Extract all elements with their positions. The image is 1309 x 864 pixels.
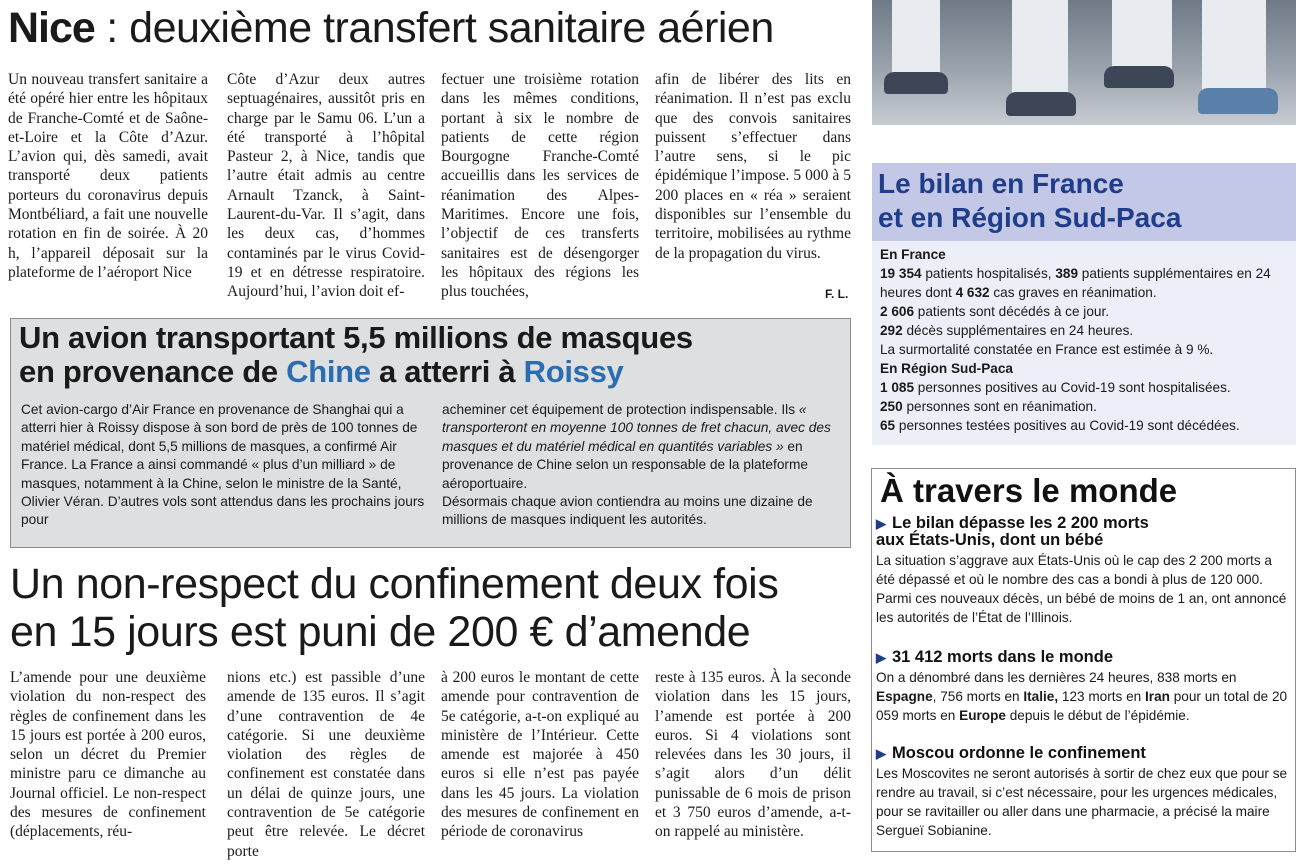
masques-column-1: Cet avion-cargo d’Air France en provenance de Shanghai qui a atterri hier à Roissy dispose à son bord de près de 100 tonnes de matériel médical, dont 5,5 millions de masques, a confirmé Air France. La France a ainsi commandé « plus d’un milliard » de masques, notamment à la Chine, selon le ministre de la Santé, Olivier Véran. D’autres vols sont attendus dans les prochains jours pour: [21, 402, 425, 528]
monde-box: [871, 468, 1296, 852]
amende-column-4: reste à 135 euros. À la seconde violation dans les 15 jours, l’amende est portée à 200 euros. Si 4 violations sont relevées dans les 30 jours, il s’agit alors d’un délit punissable de 6 mois de prison et 3 750 euros d’amende, a-t-on rappelé au ministère.: [655, 669, 851, 841]
masques-title: Un avion transportant 5,5 millions de masques en provenance de Chine a atterri à Roissy: [19, 320, 693, 389]
monde-section-moscou: [876, 745, 1288, 840]
amende-column-1: L’amende pour une deuxième violation du non-respect des règles de confinement dans les 15 jours est portée à 200 euros, selon un décret du Premier ministre paru ce dimanche au Journal officiel. Le non-respect des mesures de confinement (déplacements, réu-: [10, 669, 206, 841]
monde-moscou-heading: ▶ Moscou ordonne le confinement: [876, 744, 1146, 762]
bilan-paca-line-3: 65 personnes testées positives au Covid-19 sont décédées.: [880, 418, 1240, 433]
monde-section-usa: [876, 515, 1288, 627]
monde-usa-body: La situation s’aggrave aux États-Unis où le cap des 2 200 morts a été dépassé et où le nombre des cas a bondi à plus de 120 000. Parmi ces nouveaux décès, un bébé de moins de 1 an, ont annoncé les autorités de l’État de l’Illinois.: [876, 553, 1287, 625]
monde-total-heading: ▶ 31 412 morts dans le monde: [876, 648, 1114, 666]
bilan-paca-line-1: 1 085 personnes positives au Covid-19 sont hospitalisées.: [880, 380, 1231, 395]
monde-section-total: [876, 649, 1288, 725]
headline-amende: Un non-respect du confinement deux fois en 15 jours est puni de 200 € d’amende: [10, 560, 779, 656]
bilan-paca-line-2: 250 personnes sont en réanimation.: [880, 399, 1097, 414]
headline-nice: Nice : deuxième transfert sanitaire aérien: [8, 4, 774, 52]
bilan-france-line-2: 2 606 patients sont décédés à ce jour.: [880, 304, 1110, 319]
monde-total-body: On a dénombré dans les dernières 24 heures, 838 morts en Espagne, 756 morts en Italie, 123 morts en Iran pour un total de 20 059 morts en Europe depuis le début de l’épidémie.: [876, 670, 1288, 723]
triangle-bullet-icon: ▶: [876, 650, 886, 665]
triangle-bullet-icon: ▶: [876, 516, 886, 531]
author-signature: F. L.: [825, 287, 849, 301]
bilan-france-line-3: 292 décès supplémentaires en 24 heures.: [880, 323, 1134, 338]
masques-box: [10, 318, 851, 548]
monde-title: À travers le monde: [880, 472, 1178, 509]
masques-column-2: acheminer cet équipement de protection indispensable. Ils « transporteront en moyenne 100 tonnes de fret chacun, avec des masques et du matériel médical en quantités variables » en provenance de Chine selon un responsable de la plateforme aéroportuaire. Désormais chaque avion contiendra au moins une dizaine de millions de masques indiquent les autorités.: [442, 402, 831, 528]
bilan-france-line-1: 19 354 patients hospitalisés, 389 patients supplémentaires en 24 heures dont 4 632 cas graves en réanimation.: [880, 266, 1271, 300]
article-column-2: Côte d’Azur deux autres septuagénaires, aussitôt pris en charge par le Samu 06. L’un a été transporté à l’hôpital Pasteur 2, à Nice, tandis que l’autre était admis au centre Arnault Tzanck, à Saint-Laurent-du-Var. Il s’agit, dans les deux cas, d’hommes contaminés par le virus Covid-19 et en détresse respiratoire. Aujourd’hui, l’avion doit ef-: [227, 71, 425, 301]
monde-moscou-body: Les Moscovites ne seront autorisés à sortir de chez eux que pour se rendre au travail, si c’est nécessaire, pour les urgences médicales, pour se ravitailler ou aller dans une pharmacie, a précisé la maire Sergueï Sobianine.: [876, 766, 1288, 838]
bilan-france-line-4: La surmortalité constatée en France est estimée à 9 %.: [880, 342, 1214, 357]
bilan-title: Le bilan en France et en Région Sud-Paca: [878, 168, 1182, 233]
amende-column-2: nions etc.) est passible d’une amende de 135 euros. Il s’agit d’une contravention de 4e catégorie. Si une deuxième violation des règles de confinement est constatée dans un délai de quinze jours, une contravention de 5e catégorie peut être relevée. Le décret porte: [227, 669, 425, 860]
monde-usa-heading: ▶ Le bilan dépasse les 2 200 morts aux États-Unis, dont un bébé: [876, 514, 1149, 549]
bilan-box: [872, 163, 1296, 445]
article-column-1: Un nouveau transfert sanitaire a été opéré hier entre les hôpitaux de Franche-Comté et de Saône-et-Loire et la Côte d’Azur. L’avion qui, dès samedi, avait transporté deux patients porteurs du coronavirus depuis Montbéliard, a fait une nouvelle rotation en fin de soirée. À 20 h, l’appareil déposait sur la plateforme de l’aéroport Nice: [8, 71, 208, 281]
news-photo: [872, 0, 1296, 125]
article-column-3: fectuer une troisième rotation dans les mêmes conditions, portant à six le nombre de patients de cette région Bourgogne Franche-Comté accueillis dans les services de réanimation des Alpes-Maritimes. Encore une fois, l’objectif de ces transferts sanitaires est de désengorger les hôpitaux des régions les plus touchées,: [441, 71, 639, 301]
article-column-4: afin de libérer des lits en réanimation. Il n’est pas exclu que des convois sanitaires puissent s’effectuer dans l’autre sens, si le pic épidémique l’impose. 5 000 à 5 200 places en « réa » seraient disponibles sur l’ensemble du territoire, mobilisées au rythme de la propagation du virus.: [655, 71, 851, 262]
bilan-paca-heading: En Région Sud-Paca: [880, 361, 1013, 376]
bilan-france-heading: En France: [880, 247, 946, 262]
bilan-body: [880, 245, 1292, 435]
triangle-bullet-icon: ▶: [876, 746, 886, 761]
amende-column-3: à 200 euros le montant de cette amende pour contravention de 5e catégorie, a-t-on expliqué au ministère de l’Intérieur. Cette amende est majorée à 450 euros si elle n’est pas payée dans les 45 jours. La violation des mesures de confinement en période de coronavirus: [441, 669, 639, 841]
